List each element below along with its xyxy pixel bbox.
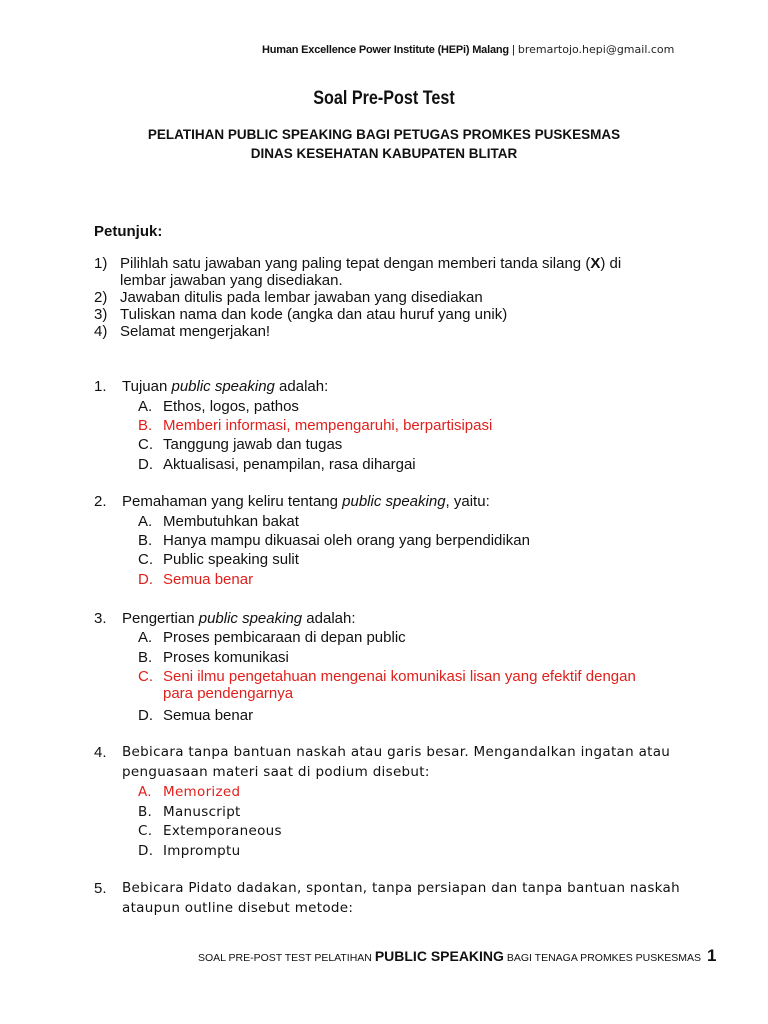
header-email: bremartojo.hepi@gmail.com (517, 43, 675, 56)
instruction-number: 2) (94, 289, 108, 306)
question-number: 3. (94, 610, 107, 627)
instruction-number: 3) (94, 306, 108, 323)
instruction-text: lembar jawaban yang disediakan. (120, 272, 343, 289)
question-text: Pemahaman yang keliru tentang public speaking, yaitu: (122, 493, 490, 510)
instruction-number: 4) (94, 323, 108, 340)
page-number: 1 (706, 946, 717, 965)
question-text: Bebicara tanpa bantuan naskah atau garis besar. Mengandalkan ingatan atau (122, 744, 671, 760)
page-title: Soal Pre-Post Test (313, 88, 455, 109)
instruction-3 (94, 306, 507, 323)
option-b-correct: B. Memberi informasi, mempengaruhi, berpartisipasi (138, 417, 493, 434)
question-number: 2. (94, 493, 107, 510)
option-a: A. Membutuhkan bakat (138, 513, 299, 530)
question-text: Bebicara Pidato dadakan, spontan, tanpa persiapan dan tanpa bantuan naskah (122, 880, 680, 896)
question-text: Tujuan public speaking adalah: (122, 378, 329, 395)
option-d: D. Aktualisasi, penampilan, rasa dihargai (138, 456, 416, 473)
option-c: C. Public speaking sulit (138, 551, 299, 568)
page-header (262, 43, 674, 56)
header-separator: | (511, 44, 515, 56)
header-org: Human Excellence Power Institute (HEPi) Malang (262, 44, 509, 56)
option-a: A. Proses pembicaraan di depan public (138, 629, 406, 646)
subtitle-2: DINAS KESEHATAN KABUPATEN BLITAR (250, 146, 518, 161)
option-d-correct: D. Semua benar (138, 571, 254, 588)
question-number: 1. (94, 378, 107, 395)
instructions-label: Petunjuk: (94, 223, 163, 240)
instruction-text: Pilihlah satu jawaban yang paling tepat dengan memberi tanda silang ( (120, 255, 591, 272)
option-c-correct: C. Seni ilmu pengetahuan mengenai komunikasi lisan yang efektif dengan para pendengarnya (138, 668, 636, 702)
instruction-1 (94, 255, 621, 289)
option-c: C. Tanggung jawab dan tugas (138, 436, 343, 453)
question-number: 4. (94, 744, 107, 761)
question-text: penguasaan materi saat di podium disebut: (122, 764, 430, 780)
option-b: B. Proses komunikasi (138, 649, 289, 666)
option-b: B. Hanya mampu dikuasai oleh orang yang berpendidikan (138, 532, 530, 549)
option-c: C. Extemporaneous (138, 823, 282, 839)
question-text: ataupun outline disebut metode: (122, 900, 354, 916)
instruction-text: Tuliskan nama dan kode (angka dan atau huruf yang unik) (120, 306, 508, 323)
instruction-text: Selamat mengerjakan! (120, 323, 271, 340)
option-d: D. Semua benar (138, 707, 254, 724)
subtitle-1: PELATIHAN PUBLIC SPEAKING BAGI PETUGAS PROMKES PUSKESMAS (147, 127, 621, 142)
option-b: B. Manuscript (138, 804, 241, 820)
instruction-mark: X (590, 255, 601, 272)
question-text: Pengertian public speaking adalah: (122, 610, 356, 627)
option-d: D. Impromptu (138, 843, 241, 859)
instruction-2 (94, 289, 483, 306)
question-number: 5. (94, 880, 107, 897)
option-a: A. Ethos, logos, pathos (138, 398, 299, 415)
instruction-text: Jawaban ditulis pada lembar jawaban yang disediakan (120, 289, 483, 306)
option-a-correct: A. Memorized (138, 784, 241, 800)
instruction-text: ) di (600, 255, 622, 272)
instruction-number: 1) (94, 255, 108, 272)
page-footer: SOAL PRE-POST TEST PELATIHAN PUBLIC SPEAKING BAGI TENAGA PROMKES PUSKESMAS 1 (198, 946, 717, 965)
instruction-4 (94, 323, 270, 340)
